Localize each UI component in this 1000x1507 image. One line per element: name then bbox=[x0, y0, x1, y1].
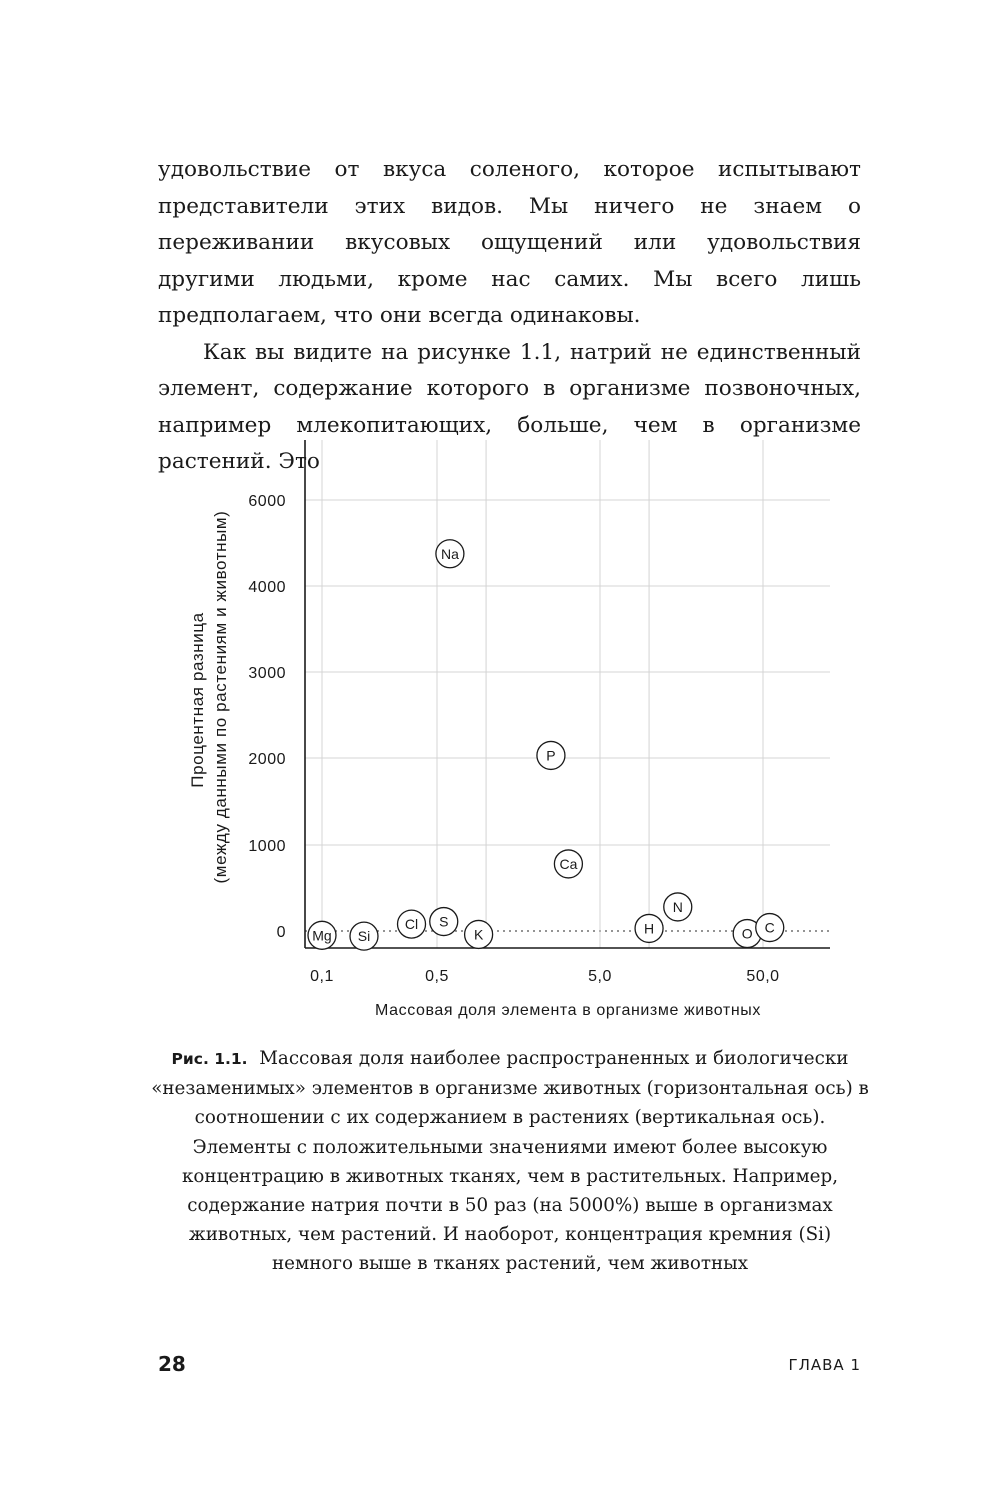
point-k bbox=[465, 920, 493, 948]
paragraph: Как вы видите на рисунке 1.1, натрий не единственный элемент, содержание которого в организме позвоночных, например млекопитающих, больше, чем в организме растений. Это bbox=[158, 339, 861, 474]
point-p bbox=[537, 741, 565, 769]
y-axis-label: Процентная разница bbox=[188, 612, 207, 788]
point-label: H bbox=[644, 920, 655, 937]
point-label: Na bbox=[440, 545, 459, 562]
x-tick-labels bbox=[310, 968, 779, 985]
x-tick-label: 5,0 bbox=[588, 968, 612, 985]
point-label: Cl bbox=[404, 916, 419, 933]
caption-text: Массовая доля наиболее распространенных и биологически «незаменимых» элементов в организме животных (горизонтальная ось) в соотношении с их содержанием в растениях (вертикальная ось). Элементы с положительными значениями имеют более высокую концентрацию в животных тканях, чем в растительных. Например, содержание натрия почти в 50 раз (на 5000%) выше в организмах животных, чем растений. И наоборот, концентрация кремния (Si) немного выше в тканях растений, чем животных bbox=[151, 1048, 869, 1275]
y-tick-label: 6000 bbox=[248, 493, 286, 510]
figure-caption bbox=[150, 1044, 870, 1279]
y-tick-label: 0 bbox=[276, 924, 286, 941]
chapter-label: ГЛАВА 1 bbox=[788, 1356, 861, 1374]
point-label: K bbox=[473, 926, 484, 943]
point-c bbox=[756, 914, 784, 942]
x-tick-label: 0,5 bbox=[425, 968, 449, 985]
caption-label: Рис. 1.1. bbox=[171, 1050, 248, 1068]
point-label: O bbox=[741, 925, 753, 942]
point-label: Mg bbox=[312, 927, 332, 944]
point-label: P bbox=[546, 747, 556, 764]
x-axis-label: Массовая доля элемента в организме животных bbox=[375, 1002, 761, 1019]
point-cl bbox=[398, 910, 426, 938]
y-tick-label: 3000 bbox=[248, 665, 286, 682]
y-tick-label: 4000 bbox=[248, 579, 286, 596]
paragraph: удовольствие от вкуса соленого, которое испытывают представители этих видов. Мы ничего не знаем о переживании вкусовых ощущений или удовольствия другими людьми, кроме нас самих. Мы всего лишь предполагаем, что они всегда одинаковы. bbox=[158, 157, 861, 328]
y-tick-labels bbox=[248, 493, 286, 941]
x-tick-label: 50,0 bbox=[746, 968, 780, 985]
x-tick-label: 0,1 bbox=[310, 968, 334, 985]
point-mg bbox=[308, 921, 336, 949]
point-ca bbox=[554, 850, 582, 878]
point-label: S bbox=[439, 913, 449, 930]
point-si bbox=[350, 922, 378, 950]
chart-points bbox=[308, 540, 784, 950]
page-number: 28 bbox=[158, 1352, 186, 1376]
y-tick-label: 2000 bbox=[248, 751, 286, 768]
point-h bbox=[635, 914, 663, 942]
point-n bbox=[664, 893, 692, 921]
point-na bbox=[436, 540, 464, 568]
point-label: C bbox=[764, 919, 775, 936]
point-label: N bbox=[672, 898, 683, 915]
point-s bbox=[430, 908, 458, 936]
figure-chart bbox=[0, 430, 1000, 1030]
y-tick-label: 1000 bbox=[248, 838, 286, 855]
y-axis-sublabel: (между данными по растениям и животным) bbox=[211, 510, 230, 884]
point-label: Si bbox=[357, 928, 371, 945]
point-label: Ca bbox=[559, 855, 578, 872]
